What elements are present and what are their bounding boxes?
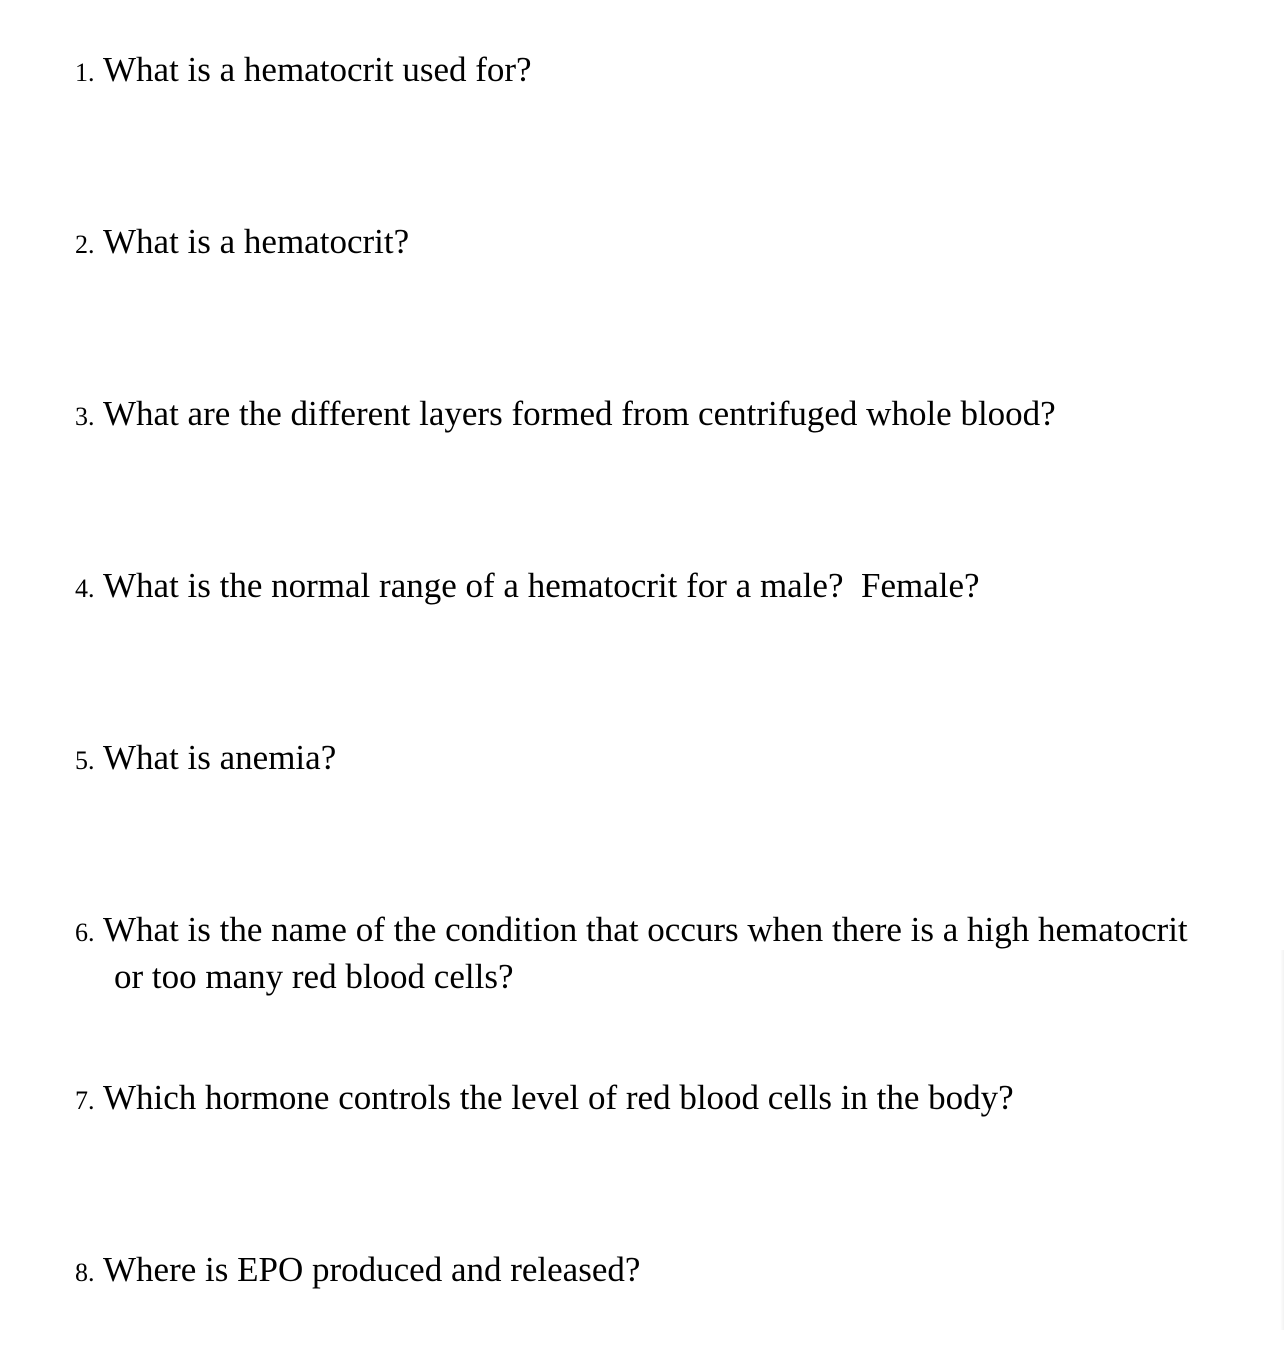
question-6 <box>75 910 1255 997</box>
question-1 <box>75 50 1255 97</box>
question-text: What is anemia? <box>103 738 337 777</box>
question-number: 3. <box>75 402 95 431</box>
page-edge-shadow <box>1280 950 1284 1330</box>
question-number: 6. <box>75 918 95 947</box>
question-4 <box>75 566 1255 613</box>
question-text: What is the normal range of a hematocrit for a male? Female? <box>103 566 980 605</box>
question-text: What are the different layers formed from centrifuged whole blood? <box>103 394 1056 433</box>
question-number: 1. <box>75 58 95 87</box>
question-2 <box>75 222 1255 269</box>
question-text-continuation: or too many red blood cells? <box>114 957 514 996</box>
question-5 <box>75 738 1255 785</box>
question-text: What is a hematocrit used for? <box>103 50 532 89</box>
question-number: 4. <box>75 574 95 603</box>
question-3 <box>75 394 1255 441</box>
question-number: 7. <box>75 1086 95 1115</box>
question-text: Which hormone controls the level of red blood cells in the body? <box>103 1078 1014 1117</box>
question-number: 8. <box>75 1258 95 1287</box>
question-number: 2. <box>75 230 95 259</box>
question-text: What is the name of the condition that occurs when there is a high hematocrit <box>103 910 1188 949</box>
question-text: Where is EPO produced and released? <box>103 1250 641 1289</box>
question-8 <box>75 1250 1255 1297</box>
question-text: What is a hematocrit? <box>103 222 410 261</box>
question-7 <box>75 1078 1255 1125</box>
question-number: 5. <box>75 746 95 775</box>
